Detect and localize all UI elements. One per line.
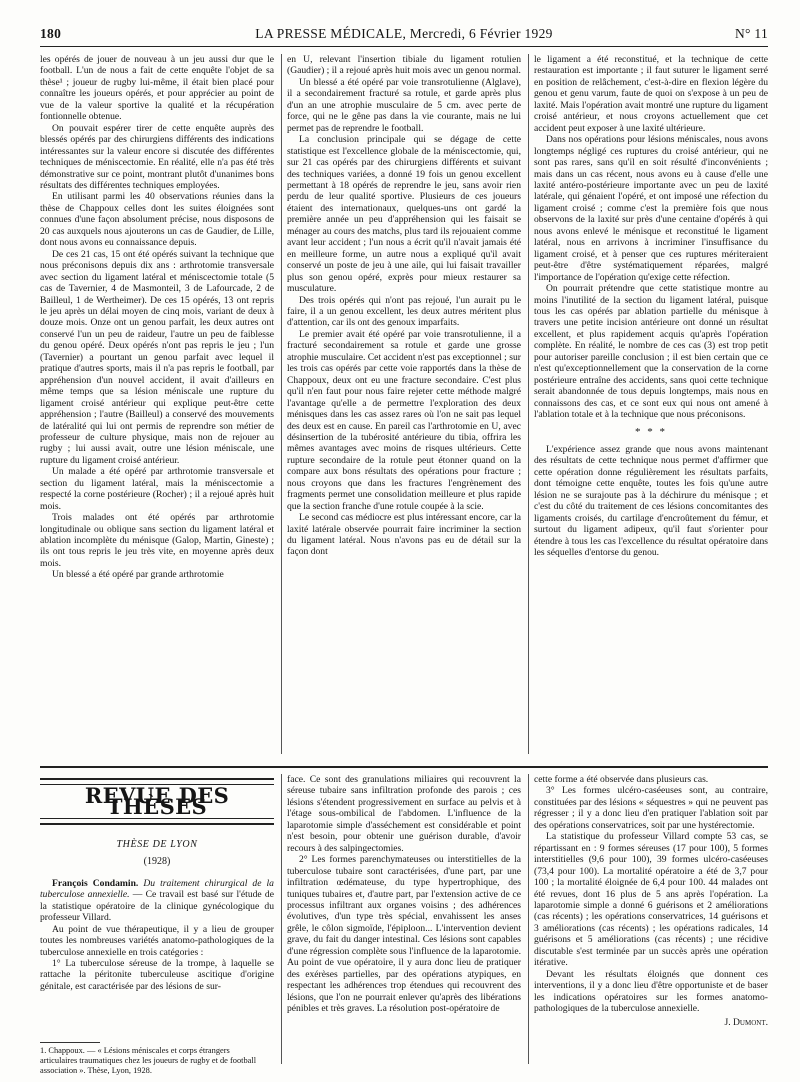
paragraph: Un blessé a été opéré par voie transrotulienne (Alglave), il a secondairement fracturé sa rotule, et garde après plus d'un an une atrophie musculaire de 5 cm. avec perte de force, qui ne le gêne pas dans la vie courante, mais ne lui permet pas de reprendre le football. [287,76,521,134]
column-divider [528,774,529,1064]
review-signature: J. Dumont. [724,1016,768,1028]
paragraph: Devant les résultats éloignés que donnent ces interventions, il y a donc lieu d'être opportuniste et de baser les indications opératoires sur les formes anatomo-pathologiques de la tuberculose annexielle. [534,968,768,1015]
bottom-column-2 [287,774,521,1074]
thesis-author: François Condamin. [52,877,139,889]
paragraph: Des trois opérés qui n'ont pas rejoué, l'un aurait pu le faire, il a un genou excellent, les deux autres méritent plus d'attention, car ils ont des genoux imparfaits. [287,294,521,329]
paragraph: En utilisant parmi les 40 observations réunies dans la thèse de Chappoux celles dont les suites éloignées sont connues d'une façon absolument précise, nous disposons de 20 cas auxquels nous ajouterons un cas de Gaudier, de Lille, dont nous avons eu connaissance depuis. [40,191,274,249]
section-stars: * * * [635,425,667,438]
top-column-2 [287,54,521,760]
paragraph: Un malade a été opéré par arthrotomie transversale et section du ligament latéral, mais la méniscectomie a respecté la corne postérieure (Rocher) ; il a rejoué après huit mois. [40,466,274,512]
section-divider-rule [40,766,768,768]
section-title: REVUE DES THÈSES [40,778,274,825]
paragraph: Un blessé a été opéré par grande arthrotomie [52,569,224,581]
paragraph: face. Ce sont des granulations miliaires qui recouvrent la séreuse tubaire sans infiltration profonde des parois ; ces lésions s'étendent progressivement en surface au pelvis et à l'étage sous-ombilical de l'abdomen. L'influence de la laparotomie simple d'asséchement est considérable et point n'est besoin, pour obtenir une guérison durable, d'avoir recours à des salpingectomies. [287,774,521,854]
newspaper-page [40,24,768,1074]
paragraph: le ligament a été reconstitué, et la technique de cette restauration est importante ; il faut suturer le ligament serré en position de relâchement, c'est-à-dire en flexion légère du genou et genu varum, faute de quoi on s'expose à un peu de laxité. Mais l'opération avait montré une rupture du ligament croisé antérieur, et nous croyons actuellement que cet accident peut exposer à une laxité ultérieure. [534,54,768,134]
page-header [40,24,768,46]
paragraph: La statistique du professeur Villard compte 53 cas, se répartissant en : 9 formes séreuses (17 pour 100), 5 formes interstitielles (9,6 pour 100), 39 formes ulcéro-caséeuses (73,4 pour 100). La mortalité opératoire a été de 3,7 pour 100 ; la mortalité éloignée de 6,4 pour 100. 44 malades ont été revues, dont 16 plus de 5 ans après l'opération. La laparotomie simple a donné 6 guérisons et 2 améliorations (cas récents) ; les opérations conservatrices, 14 guérisons et 3 améliorations (cas récents) ; les opérations radicales, 14 guérisons et 5 améliorations (cas récents) ; une récidive discutable s'est terminée par un succès après une opération itérative. [534,831,768,969]
paragraph: — Ce travail est basé sur l'étude de la statistique opératoire de la clinique gynécologique du professeur Villard. [40,889,274,924]
thesis-title: Du traitement chirurgical de la tuberculose annexielle. [40,877,274,901]
header-rule [40,46,768,47]
paragraph: cette forme a été observée dans plusieurs cas. [534,774,709,785]
paragraph: Dans nos opérations pour lésions méniscales, nous avons longtemps négligé ces ruptures du croisé antérieur, qui ne sont pas rares, sans qu'il en soit résulté d'inconvénients ; mais dans un cas récent, nous avons eu à cause d'elle une laxité antéro-postérieure importante avec un peu de laxité latérale, qui génaient l'opéré, et ont imposé une réfection du ligament croisé ; comme c'est la première fois que nous observons de la laxité sur près d'une centaine d'opérés à qui nous avons enlevé le ménisque et reconstitué le ligament latéral, nous en arrivons à incriminer l'insuffisance du ligament croisé, et à penser que ces ruptures mériteraient peut-être d'être systématiquement réparées, malgré l'importance de l'opération qu'exige cette réfection. [534,134,768,283]
paragraph: Trois malades ont été opérés par arthrotomie longitudinale ou oblique sans section du ligament latéral et ablation incomplète du ménisque (Galop, Martin, Gineste) ; ils ont tous repris le jeu très vite, en moyenne après deux mois. [40,512,274,569]
thesis-location: THÈSE DE LYON [116,838,198,850]
paragraph: 2° Les formes parenchymateuses ou interstitielles de la tuberculose tubaire sont caractérisées, d'une part, par une infiltration œdémateuse, du type hypertrophique, des tuniques tubaires et, d'autre part, par l'extension active de ce processus infiltrant aux organes voisins ; des adhérences évolutives, d'un type très spécial, envahissent les anses grêle, le côlon sigmoïde, l'épiploon... L'intervention devient grave, du fait du danger intestinal. Ces lésions sont capables d'une régression complète sous l'influence de la laparotomie. Au point de vue opératoire, il y aura donc lieu de pratiquer des exérèses partielles, par des opérations atypiques, en respectant les adhérences trop étendues qui recouvrent des lésions, que l'on ne pourrait enlever qu'après des libérations pénibles et très graves. La résolution post-opératoire de [287,854,521,1015]
paragraph: L'expérience assez grande que nous avons maintenant des résultats de cette technique nous permet d'affirmer que cette opération donne régulièrement les résultats parfaits, dont témoigne cette enquête, toutes les fois qu'une autre lésion ne se surajoute pas à la déchirure du ménisque ; et c'est du côté du traitement de ces lésions concomitantes des ligaments croisés, du cartilage d'encroûtement du fémur, et surtout du ligament adipeux, qu'il faut s'orienter pour étendre à tous les cas l'excellence du résultat opératoire dans les séquelles d'entorse du genou. [534,443,768,559]
footnote [40,1042,260,1076]
paragraph: On pouvait espérer tirer de cette enquête auprès des blessés opérés par des chirurgiens différents des indications intéressantes sur la valeur encore si discutée des différentes techniques de méniscectomie. En réalité, elle n'a pas été très démonstrative sur ce point, montrant plutôt d'unanimes bons résultats des différentes techniques employées. [40,122,274,191]
column-divider [281,774,282,1064]
bottom-column-1 [40,774,274,1036]
paragraph: Le premier avait été opéré par voie transrotulienne, il a fracturé secondairement sa rotule et garde une grosse atrophie musculaire. Cet accident n'est pas exceptionnel ; sur les trois cas opérés par cette voie rapportés dans la thèse de Chappoux, deux ont eu une fracture secondaire. C'est plus qu'il n'en faut pour nous faire rejeter cette méthode malgré l'avantage qu'elle a de permettre l'exploration des deux ménisques dans les cas assez rares où l'on ne sait pas lequel des deux est en cause. En pareil cas l'arthrotomie en U, avec désinsertion de la tubérosité antérieure du tibia, offrira les mêmes avantages avec moins de risques ultérieurs. Cette rupture secondaire de la rotule peut étonner quand on la compare aux bons résultats des opérations pour fracture ; nous croyons que dans les fractures l'engrènement des fragments permet une consolidation meilleure et plus rapide que la section franche d'une rotule coupée à la scie. [287,328,521,512]
column-divider [528,54,529,754]
journal-title: LA PRESSE MÉDICALE, Mercredi, 6 Février 1929 [255,26,553,41]
bottom-column-3 [534,774,768,1074]
paragraph: en U, relevant l'insertion tibiale du ligament rotulien (Gaudier) ; il a rejoué après huit mois avec un genou normal. [287,54,521,77]
paragraph: On pourrait prétendre que cette statistique montre au moins l'inutilité de la section du ligament latéral, puisque tous les cas opérés par ablation partielle du ménisque à travers une petite incision antérieure ont donné un résultat excellent, et plus rapidement acquis qu'après l'opération complète. En réalité, le nombre de ces cas (3) est trop petit pour autoriser pareille conclusion ; il est bien certain que ce n'est qu'exceptionnellement que la conservation de la corne postérieure entraîne des accidents, sans quoi cette technique serait abandonnée de tous depuis longtemps, mais nous en connaissons des cas, et ce sont eux qui nous ont amené à l'ablation totale et à la technique que nous préconisons. [534,283,768,421]
thesis-year: (1928) [143,856,171,868]
paragraph: 1° La tuberculose séreuse de la trompe, à laquelle se rattache la péritonite tuberculeuse ascitique d'origine génitale, est caractérisée par des lésions de sur- [40,957,274,992]
page-number: 180 [40,26,62,41]
paragraph: De ces 21 cas, 15 ont été opérés suivant la technique que nous préconisons depuis dix ans : arthrotomie transversale avec section du ligament latéral et méniscectomie totale (5 cas de Tavernier, 4 de Masmonteil, 3 de Lafourcade, 2 de Bailleul, 1 de Wertheimer). De ces 15 opérés, 13 ont repris le jeu après un délai moyen de cinq mois, variant de deux à douze mois. Onze ont un genou parfait, les deux autres ont conservé l'un un peu de raideur, l'autre un peu de faiblesse du genou opéré. Deux opérés n'ont pas repris le jeu ; l'un (Tavernier) a pourtant un genou parfait avec lequel il pratique d'autres sports, mais il n'a pas repris le football, par appréhension d'un nouvel accident, il avait d'ailleurs en même temps que sa lésion méniscale une rupture du ligament croisé antérieur qui explique peut-être cette appréhension ; l'autre (Bailleul) a conservé des mouvements de latéralité qui lui ont permis de reprendre son métier de professeur de culture physique, mais non de rejouer au rugby ; lui aussi avait, outre une lésion méniscale, une rupture du ligament croisé antérieur. [40,248,274,466]
paragraph: Au point de vue thérapeutique, il y a lieu de grouper toutes les nombreuses variétés anatomo-pathologiques de la tuberculose annexielle en trois catégories : [40,923,274,958]
top-column-1 [40,54,274,760]
paragraph: Le second cas médiocre est plus intéressant encore, car la laxité latérale observée pourrait faire incriminer la section du ligament latéral. Nous n'avons pas eu de détail sur la façon dont [287,512,521,558]
top-column-3 [534,54,768,760]
paragraph: 3° Les formes ulcéro-caséeuses sont, au contraire, constituées par des lésions « séquestres » qui ne peuvent pas régresser ; il y a donc lieu d'en pratiquer l'ablation soit par des opérations conservatrices, soit par une hystérectomie. [534,785,768,831]
footnote-text: 1. Chappoux. — « Lésions méniscales et corps étrangers articulaires traumatiques chez les joueurs de rugby et de football association ». Thèse, Lyon, 1928. [40,1046,257,1075]
column-divider [281,54,282,754]
paragraph: les opérés de jouer de nouveau à un jeu aussi dur que le football. L'un de nous a fait de cette enquête l'objet de sa thèse¹ ; joueur de rugby lui-même, il était bien placé pour connaître les joueurs opérés, et pour apprécier au point de vue de la valeur sportive la qualité et la récupération fontionnelle obtenue. [40,54,274,123]
issue-number: N° 11 [734,26,768,41]
footnote-rule [40,1042,100,1043]
paragraph: La conclusion principale qui se dégage de cette statistique est l'excellence globale de la méniscectomie, qui, sur 21 cas opérés par des chirurgiens différents et suivant des techniques variées, a donné 19 fois un genou excellent permettant à 18 opérés de reprendre le jeu, sans avoir rien perdu de leur qualité sportive. Plusieurs de ces joueurs étaient des internationaux, quelques-uns ont gardé la première année un peu d'appréhension qui les faisait se ménager au cours des matchs, plus tard ils rejouaient comme avant leur accident ; l'un nous a écrit qu'il n'avait jamais été en meilleure forme, un autre nous a expliqué qu'il avait conservé un poste de jeu à une aile, qui lui faisait travailler plus son genou opéré, exprès pour mieux restaurer sa musculature. [287,134,521,295]
